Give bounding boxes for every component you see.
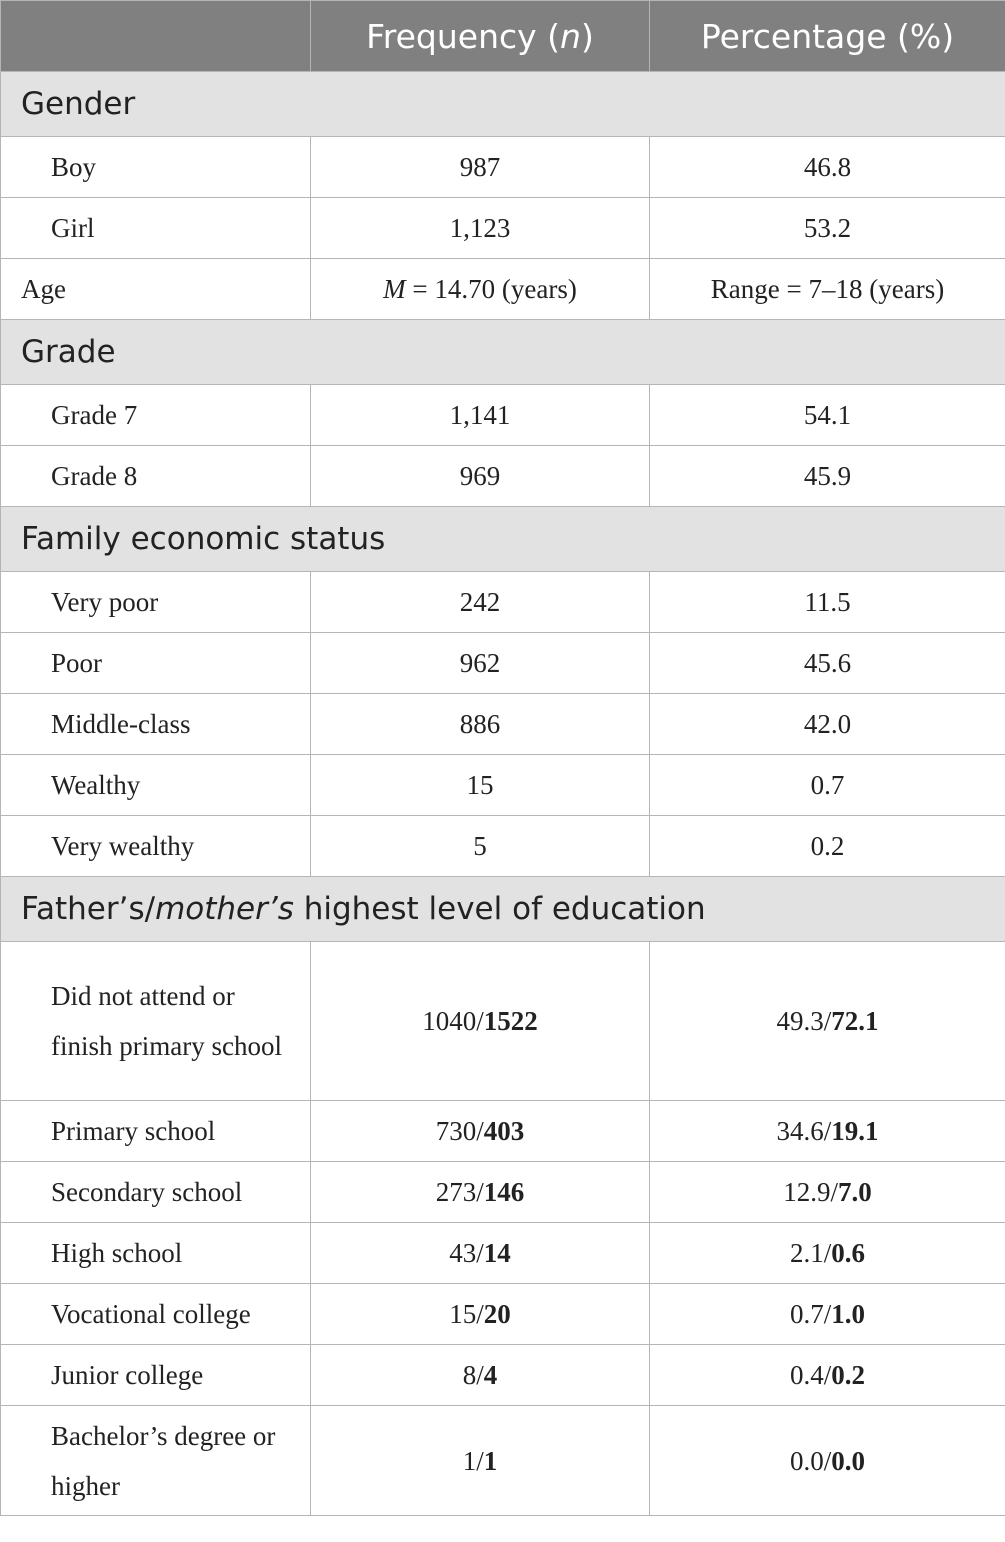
table-row [1,1284,1005,1345]
row-label: Bachelor’s degree or higher [1,1406,311,1516]
row-frequency: 1,123 [311,198,650,259]
father-value: 273/ [435,1177,484,1207]
father-value: 2.1/ [789,1238,832,1268]
mother-value: 1522 [483,1006,538,1036]
row-percentage: 11.5 [650,572,1005,633]
section-title: Family economic status [1,507,1005,572]
header-percentage: Percentage (%) [650,1,1005,72]
table-row [1,198,1005,259]
row-label: Poor [1,633,311,694]
mother-value: 4 [483,1360,498,1390]
father-value: 12.9/ [783,1177,838,1207]
father-value: 15/ [449,1299,484,1329]
row-percentage [650,1345,1005,1406]
mother-value: 146 [483,1177,525,1207]
row-percentage [650,1162,1005,1223]
section-gender [1,72,1005,137]
father-value: 8/ [462,1360,484,1390]
age-mean [311,259,650,320]
row-percentage [650,1223,1005,1284]
table-row [1,572,1005,633]
table-row [1,1345,1005,1406]
row-label: Did not attend or finish primary school [1,942,311,1101]
row-frequency: 969 [311,446,650,507]
row-label: Secondary school [1,1162,311,1223]
row-frequency [311,1345,650,1406]
row-percentage [650,1284,1005,1345]
row-percentage [650,1406,1005,1516]
row-frequency [311,1406,650,1516]
row-label: Grade 7 [1,385,311,446]
row-label: Primary school [1,1101,311,1162]
section-parent-education [1,877,1005,942]
row-label: Boy [1,137,311,198]
row-label: Junior college [1,1345,311,1406]
row-percentage: 54.1 [650,385,1005,446]
header-frequency-close: ) [580,16,594,56]
row-frequency: 1,141 [311,385,650,446]
mother-value: 0.6 [831,1238,865,1268]
father-value: 0.4/ [789,1360,832,1390]
table-row [1,137,1005,198]
father-value: 730/ [435,1116,484,1146]
section-title: Grade [1,320,1005,385]
row-percentage: 53.2 [650,198,1005,259]
mother-value: 0.2 [831,1360,865,1390]
row-label: Girl [1,198,311,259]
section-title-father: Father’s/ [21,891,156,927]
father-value: 49.3/ [776,1006,832,1036]
row-label: Middle-class [1,694,311,755]
table-row [1,816,1005,877]
row-frequency: 886 [311,694,650,755]
mother-value: 1 [483,1445,498,1476]
row-frequency: 987 [311,137,650,198]
age-row [1,259,1005,320]
table-row [1,755,1005,816]
section-title: Gender [1,72,1005,137]
row-frequency: 5 [311,816,650,877]
row-frequency [311,1162,650,1223]
header-frequency-text: Frequency ( [366,16,561,56]
row-percentage: 42.0 [650,694,1005,755]
table-row [1,1101,1005,1162]
section-title-mother: mother’s [155,891,294,927]
row-percentage [650,1101,1005,1162]
row-percentage: 45.9 [650,446,1005,507]
section-economic-status [1,507,1005,572]
age-range: Range = 7–18 (years) [650,259,1005,320]
row-label: Very poor [1,572,311,633]
row-percentage: 0.7 [650,755,1005,816]
father-value: 43/ [449,1238,484,1268]
mean-value: = 14.70 (years) [405,274,577,304]
header-frequency-n: n [560,16,581,56]
header-row [1,1,1005,72]
table-row [1,1223,1005,1284]
table-row [1,633,1005,694]
row-percentage: 45.6 [650,633,1005,694]
table-row [1,1406,1005,1516]
row-percentage [650,942,1005,1101]
row-percentage: 0.2 [650,816,1005,877]
father-value: 34.6/ [776,1116,832,1146]
mother-value: 0.0 [831,1445,865,1476]
row-frequency: 242 [311,572,650,633]
father-value: 1040/ [422,1006,484,1036]
table-row [1,446,1005,507]
mother-value: 7.0 [838,1177,872,1207]
father-value: 1/ [462,1445,484,1476]
table-row [1,1162,1005,1223]
row-label: Vocational college [1,1284,311,1345]
row-frequency: 962 [311,633,650,694]
row-label: High school [1,1223,311,1284]
section-grade [1,320,1005,385]
row-label: Wealthy [1,755,311,816]
table-row [1,385,1005,446]
row-frequency: 15 [311,755,650,816]
father-value: 0.0/ [789,1445,832,1476]
row-label: Grade 8 [1,446,311,507]
header-frequency [311,1,650,72]
row-frequency [311,1223,650,1284]
row-label: Age [1,259,311,320]
row-frequency [311,1101,650,1162]
row-percentage: 46.8 [650,137,1005,198]
header-blank [1,1,311,72]
mother-value: 1.0 [831,1299,865,1329]
mother-value: 19.1 [831,1116,879,1146]
section-title [1,877,1005,942]
mother-value: 14 [483,1238,511,1268]
row-label: Very wealthy [1,816,311,877]
mother-value: 403 [483,1116,525,1146]
mother-value: 72.1 [831,1006,879,1036]
table-row [1,694,1005,755]
row-frequency [311,942,650,1101]
mean-symbol: M [383,274,406,304]
section-title-rest: highest level of education [293,891,706,927]
table-row [1,942,1005,1101]
row-frequency [311,1284,650,1345]
mother-value: 20 [483,1299,511,1329]
father-value: 0.7/ [789,1299,832,1329]
